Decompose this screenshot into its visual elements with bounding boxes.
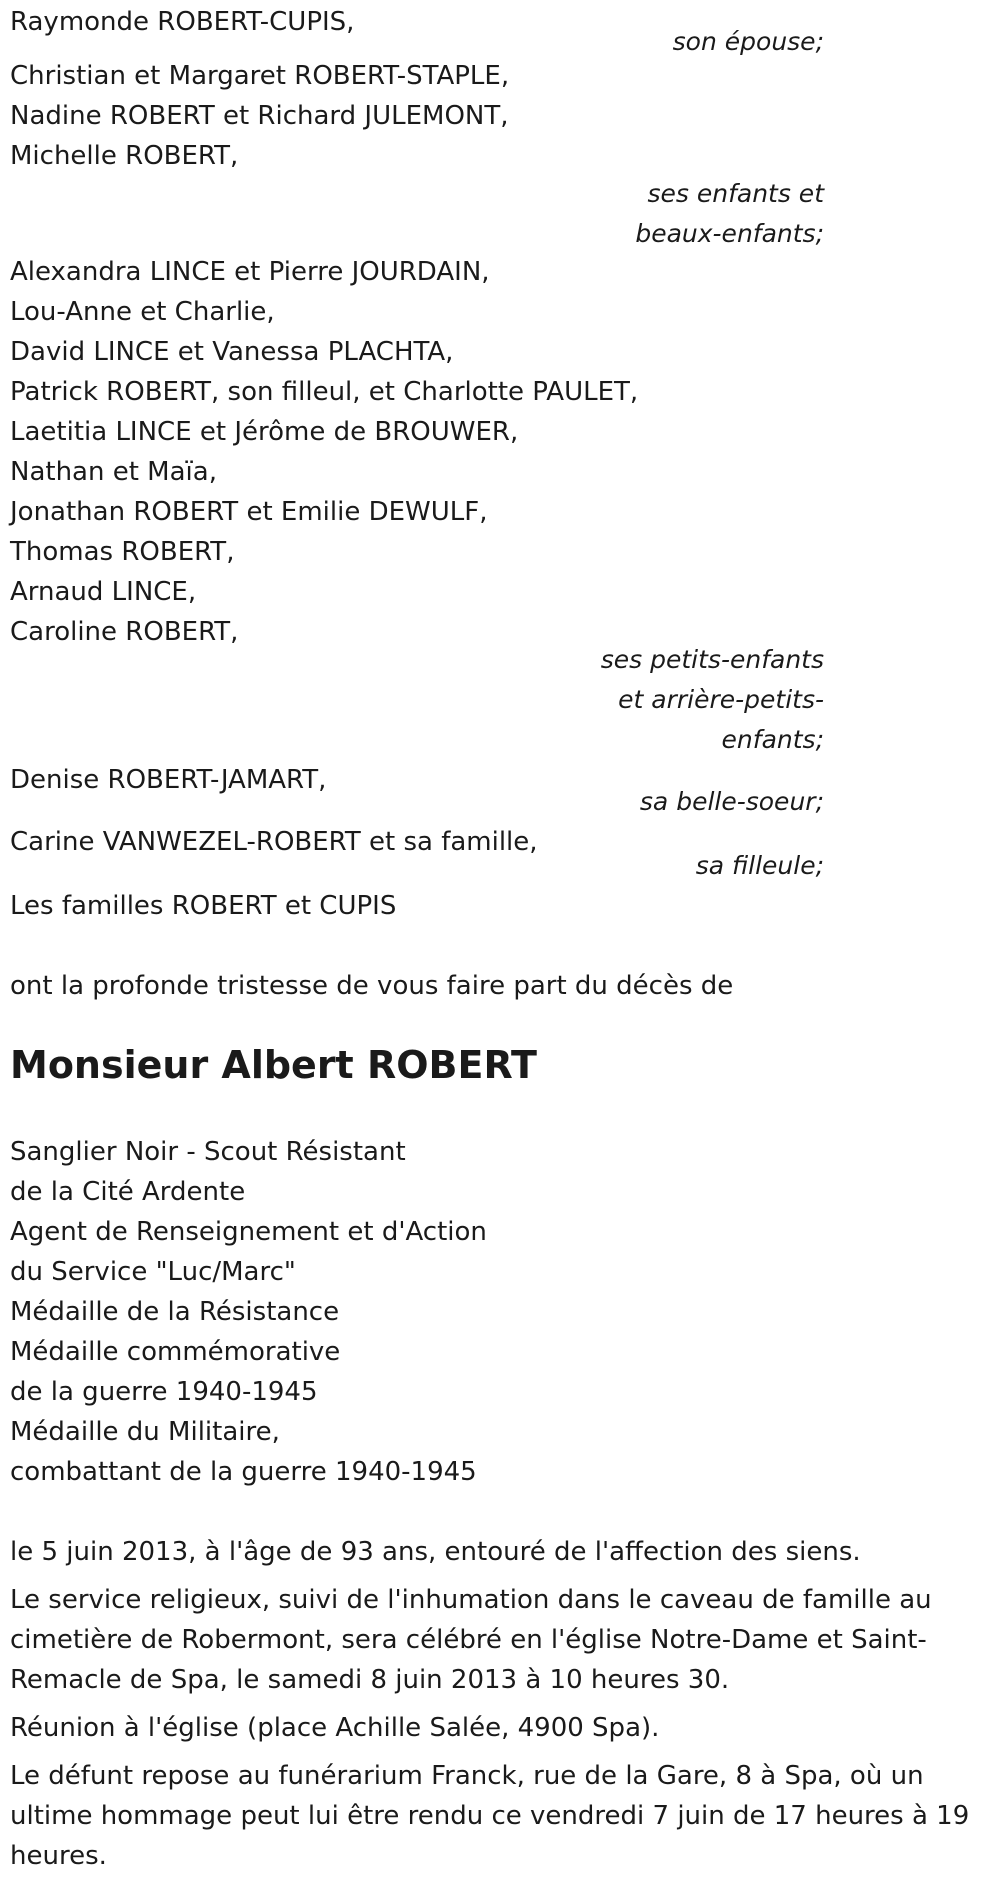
child-name: Michelle ROBERT, <box>10 141 239 171</box>
grandchild-name: Jonathan ROBERT et Emilie DEWULF, <box>10 497 488 527</box>
titles-section <box>10 1132 995 1492</box>
title-line: de la Cité Ardente <box>10 1177 246 1207</box>
title-line: Sanglier Noir - Scout Résistant <box>10 1137 406 1167</box>
title-line: Agent de Renseignement et d'Action <box>10 1217 487 1247</box>
grandchild-name: Arnaud LINCE, <box>10 577 197 607</box>
grandchild-name: Thomas ROBERT, <box>10 537 235 567</box>
announcement-section <box>10 966 995 1006</box>
title-line: Médaille de la Résistance <box>10 1297 340 1327</box>
funeral-home-paragraph <box>10 1756 995 1876</box>
children-section <box>10 56 995 176</box>
grandchildren-role-line: ses petits-enfants <box>600 645 824 674</box>
children-role-line: ses enfants et <box>647 179 824 208</box>
grandchildren-role-line: enfants; <box>721 725 824 754</box>
paragraph-line: ultime hommage peut lui être rendu ce vendredi 7 juin de 17 heures à 19 <box>10 1801 970 1831</box>
spouse-section <box>10 2 995 42</box>
meeting-paragraph <box>10 1708 995 1748</box>
paragraph-line: Le défunt repose au funérarium Franck, rue de la Gare, 8 à Spa, où un <box>10 1761 924 1791</box>
grandchild-name: Alexandra LINCE et Pierre JOURDAIN, <box>10 257 490 287</box>
title-line: Médaille du Militaire, <box>10 1417 280 1447</box>
announcement-text: ont la profonde tristesse de vous faire part du décès de <box>10 971 734 1001</box>
children-role-line: beaux-enfants; <box>635 219 824 248</box>
grandchild-name: Lou-Anne et Charlie, <box>10 297 275 327</box>
death-date-paragraph <box>10 1532 995 1572</box>
goddaughter-section <box>10 822 995 862</box>
grandchild-name: Caroline ROBERT, <box>10 617 239 647</box>
title-line: combattant de la guerre 1940-1945 <box>10 1457 477 1487</box>
service-paragraph <box>10 1580 995 1700</box>
spouse-role: son épouse; <box>672 27 824 56</box>
paragraph-line: Remacle de Spa, le samedi 8 juin 2013 à 10 heures 30. <box>10 1665 730 1695</box>
child-name: Nadine ROBERT et Richard JULEMONT, <box>10 101 509 131</box>
title-line: du Service "Luc/Marc" <box>10 1257 296 1287</box>
spouse-name: Raymonde ROBERT-CUPIS, <box>10 7 355 37</box>
child-name: Christian et Margaret ROBERT-STAPLE, <box>10 61 510 91</box>
goddaughter-role: sa filleule; <box>695 851 824 880</box>
title-line: de la guerre 1940-1945 <box>10 1377 318 1407</box>
paragraph-line: cimetière de Robermont, sera célébré en l'église Notre-Dame et Saint- <box>10 1625 927 1655</box>
grandchild-name: David LINCE et Vanessa PLACHTA, <box>10 337 454 367</box>
paragraph-line: Le service religieux, suivi de l'inhumation dans le caveau de famille au <box>10 1585 932 1615</box>
grandchildren-role-line: et arrière-petits- <box>618 685 824 714</box>
sister-in-law-name: Denise ROBERT-JAMART, <box>10 765 327 795</box>
sister-in-law-section <box>10 760 995 800</box>
goddaughter-name: Carine VANWEZEL-ROBERT et sa famille, <box>10 827 538 857</box>
grandchild-name: Laetitia LINCE et Jérôme de BROUWER, <box>10 417 519 447</box>
title-line: Médaille commémorative <box>10 1337 341 1367</box>
families-section <box>10 886 995 926</box>
sister-in-law-role: sa belle-soeur; <box>639 787 824 816</box>
grandchild-name: Patrick ROBERT, son filleul, et Charlotte PAULET, <box>10 377 639 407</box>
paragraph-line: le 5 juin 2013, à l'âge de 93 ans, entouré de l'affection des siens. <box>10 1537 861 1567</box>
deceased-name: Monsieur Albert ROBERT <box>10 1043 537 1087</box>
grandchild-name: Nathan et Maïa, <box>10 457 217 487</box>
families-text: Les familles ROBERT et CUPIS <box>10 891 397 921</box>
paragraph-line: heures. <box>10 1841 107 1871</box>
paragraph-line: Réunion à l'église (place Achille Salée, 4900 Spa). <box>10 1713 660 1743</box>
grandchildren-section <box>10 252 995 652</box>
deceased-section <box>10 1040 995 1090</box>
